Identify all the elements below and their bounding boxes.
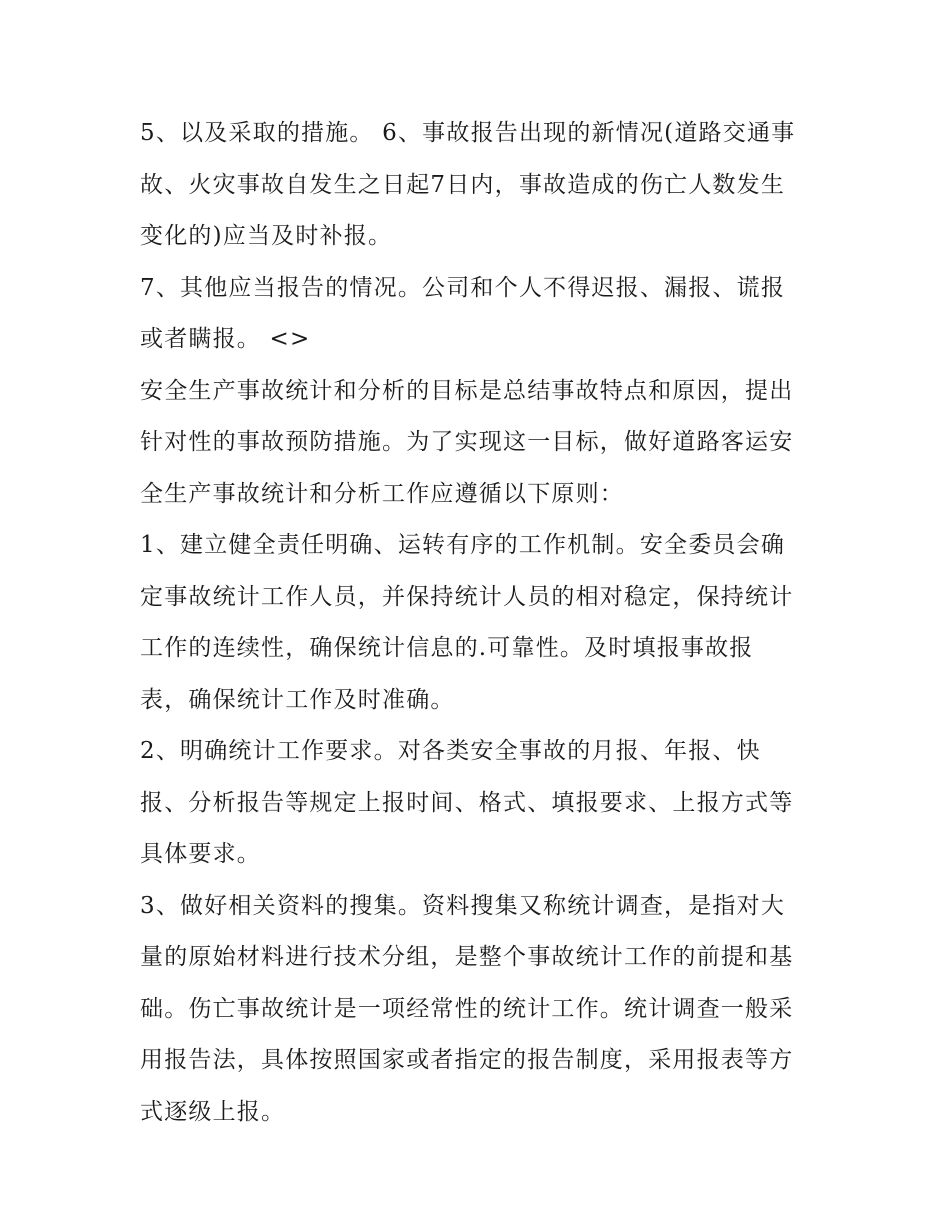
text-line: 安全生产事故统计和分析的目标是总结事故特点和原因，提出 <box>140 377 794 404</box>
text-line: 变化的)应当及时补报。 <box>140 223 393 249</box>
text-line: 定事故统计工作人员，并保持统计人员的相对稳定，保持统计 <box>140 583 794 610</box>
text-line: 具体要求。 <box>140 841 261 867</box>
text-line: 础。伤亡事故统计是一项经常性的统计工作。统计调查一般采 <box>140 995 794 1022</box>
text-line: 3、做好相关资料的搜集。资料搜集又称统计调查，是指对大 <box>140 892 786 919</box>
text-line: 表，确保统计工作及时准确。 <box>140 686 455 713</box>
text-line: 针对性的事故预防措施。为了实现这一目标，做好道路客运安 <box>140 429 794 455</box>
text-line: 报、分析报告等规定上报时间、格式、填报要求、上报方式等 <box>140 789 794 816</box>
text-line: 1、建立健全责任明确、运转有序的工作机制。安全委员会确 <box>140 532 786 558</box>
text-line: 7、其他应当报告的情况。公司和个人不得迟报、漏报、谎报 <box>140 274 786 301</box>
text-line: 用报告法，具体按照国家或者指定的报告制度，采用报表等方 <box>140 1047 794 1073</box>
text-line: 式逐级上报。 <box>140 1098 286 1125</box>
text-line: 工作的连续性，确保统计信息的.可靠性。及时填报事故报 <box>140 635 754 661</box>
text-line: 量的原始材料进行技术分组，是整个事故统计工作的前提和基 <box>140 944 794 970</box>
text-line: 全生产事故统计和分析工作应遵循以下原则： <box>140 480 624 507</box>
text-line: 5、以及采取的措施。 6、事故报告出现的新情况(道路交通事 <box>140 120 796 146</box>
text-line: 故、火灾事故自发生之日起7日内，事故造成的伤亡人数发生 <box>140 171 786 198</box>
text-line: 或者瞒报。 <> <box>140 326 311 352</box>
text-line: 2、明确统计工作要求。对各类安全事故的月报、年报、快 <box>140 738 761 764</box>
document-body <box>140 108 815 1138</box>
